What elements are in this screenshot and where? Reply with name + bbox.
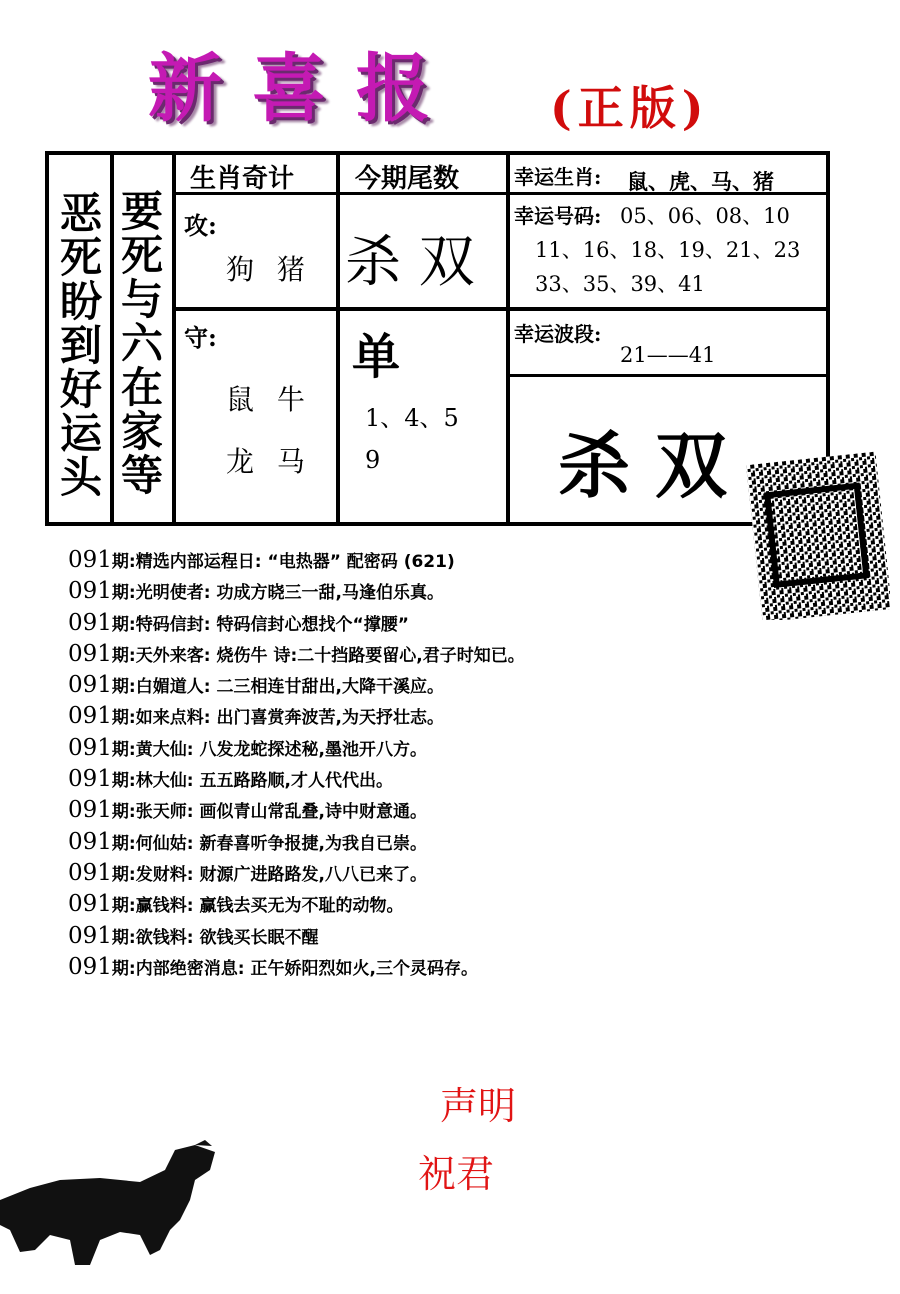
period-suffix: 期: [111,927,136,948]
period-line [68,827,848,858]
period-label: 欲钱料: [135,927,194,948]
period-suffix: 期: [111,645,136,666]
period-number: 091 [68,578,112,605]
lucky-wave-value: 21——41 [620,343,716,367]
single-numbers-line1: 1、4、5 [365,404,459,432]
lucky-zodiac-value: 鼠、虎、马、猪 [627,169,774,194]
period-text: 特码信封心想找个“撑腰” [216,614,409,635]
period-suffix: 期: [111,833,136,854]
tail-header: 今期尾数 [355,164,460,194]
period-label: 天外来客: [135,645,211,666]
period-number: 091 [68,703,112,730]
defend-label: 守: [184,323,217,352]
divider [110,151,114,526]
period-number: 091 [68,922,112,949]
lucky-numbers-line3: 33、35、39、41 [535,272,705,296]
single-numbers-line2: 9 [365,446,381,474]
period-line [68,733,848,764]
zodiac-header: 生肖奇计 [190,164,295,194]
period-label: 白媚道人: [135,677,211,698]
period-text: 画似青山常乱叠,诗中财意通。 [199,802,427,823]
period-label: 特码信封: [135,614,211,635]
wish-text: 祝君 [418,1152,495,1196]
divider [172,307,828,311]
single-label: 单 [352,329,401,385]
period-label: 何仙姑: [135,833,194,854]
second-slogan: 要死与六在家等 [120,187,163,500]
period-line [68,608,848,639]
period-suffix: 期: [111,896,136,917]
period-suffix: 期: [111,552,136,572]
period-label: 内部绝密消息: [135,958,245,979]
page-title: 新喜报 [148,46,460,132]
period-suffix: 期: [111,583,136,604]
lucky-wave-label: 幸运波段: [514,322,602,346]
period-label: 张天师: [135,802,194,823]
period-text: 赢钱去买无为不耻的动物。 [199,896,404,917]
period-number: 091 [68,640,112,667]
period-line [68,889,848,920]
period-line [68,545,848,576]
period-line [68,952,848,983]
period-suffix: 期: [111,708,136,729]
period-line [68,670,848,701]
period-line [68,795,848,826]
defend-line2: 龙 马 [226,445,305,478]
period-number: 091 [68,609,112,636]
lucky-numbers-line1: 05、06、08、10 [620,204,790,228]
big-kill: 杀 双 [558,424,728,508]
period-suffix: 期: [111,958,136,979]
period-text: 八发龙蛇探述秘,墨池开八方。 [199,739,427,760]
period-number: 091 [68,797,112,824]
period-text: 出门喜赏奔波苦,为天抒壮志。 [216,708,444,729]
period-text: 新春喜听争报捷,为我自已崇。 [199,833,427,854]
period-suffix: 期: [111,739,136,760]
tail-kill: 杀 双 [345,230,475,295]
edition-label: (正版) [550,81,710,135]
period-number: 091 [68,828,112,855]
divider [506,151,510,526]
period-label: 黄大仙: [135,739,194,760]
period-line [68,764,848,795]
period-text: 正午娇阳烈如火,三个灵码存。 [250,958,478,979]
period-number: 091 [68,547,112,573]
period-text: 五五路路顺,才人代代出。 [199,771,393,792]
period-line [68,576,848,607]
period-text: 欲钱买长眠不醒 [199,927,319,948]
period-number: 091 [68,766,112,793]
period-text: 烧伤牛 诗:二十挡路要留心,君子时知已。 [216,645,525,666]
period-suffix: 期: [111,864,136,885]
lucky-numbers-line2: 11、16、18、19、21、23 [535,238,801,262]
left-slogan: 恶死盼到好运头 [59,189,102,502]
period-line [68,921,848,952]
divider [506,374,828,377]
period-label: 发财料: [135,864,194,885]
cattle-silhouette-graphic [0,1140,240,1270]
period-suffix: 期: [111,677,136,698]
period-number: 091 [68,672,112,699]
period-line [68,639,848,670]
period-number: 091 [68,859,112,886]
period-list [68,545,848,983]
period-text: 二三相连甘甜出,大降干溪应。 [216,677,444,698]
period-suffix: 期: [111,802,136,823]
period-line [68,858,848,889]
divider [172,151,176,526]
period-text: “电热器” 配密码 (621) [267,552,455,572]
period-label: 光明使者: [135,583,211,604]
divider [336,151,340,526]
period-label: 赢钱料: [135,896,194,917]
period-label: 精选内部运程日: [135,552,262,572]
period-label: 林大仙: [135,771,194,792]
period-line [68,701,848,732]
lucky-numbers-label: 幸运号码: [514,204,602,228]
attack-label: 攻: [184,211,217,240]
lucky-zodiac-label: 幸运生肖: [514,165,602,189]
statement-text: 声明 [440,1084,517,1128]
attack-value: 狗 猪 [226,253,305,286]
period-number: 091 [68,953,112,980]
period-number: 091 [68,734,112,761]
period-suffix: 期: [111,614,136,635]
period-suffix: 期: [111,771,136,792]
period-text: 财源广进路路发,八八已来了。 [199,864,427,885]
defend-line1: 鼠 牛 [226,383,305,416]
period-number: 091 [68,891,112,918]
period-text: 功成方晓三一甜,马逢伯乐真。 [216,583,444,604]
period-label: 如来点料: [135,708,211,729]
